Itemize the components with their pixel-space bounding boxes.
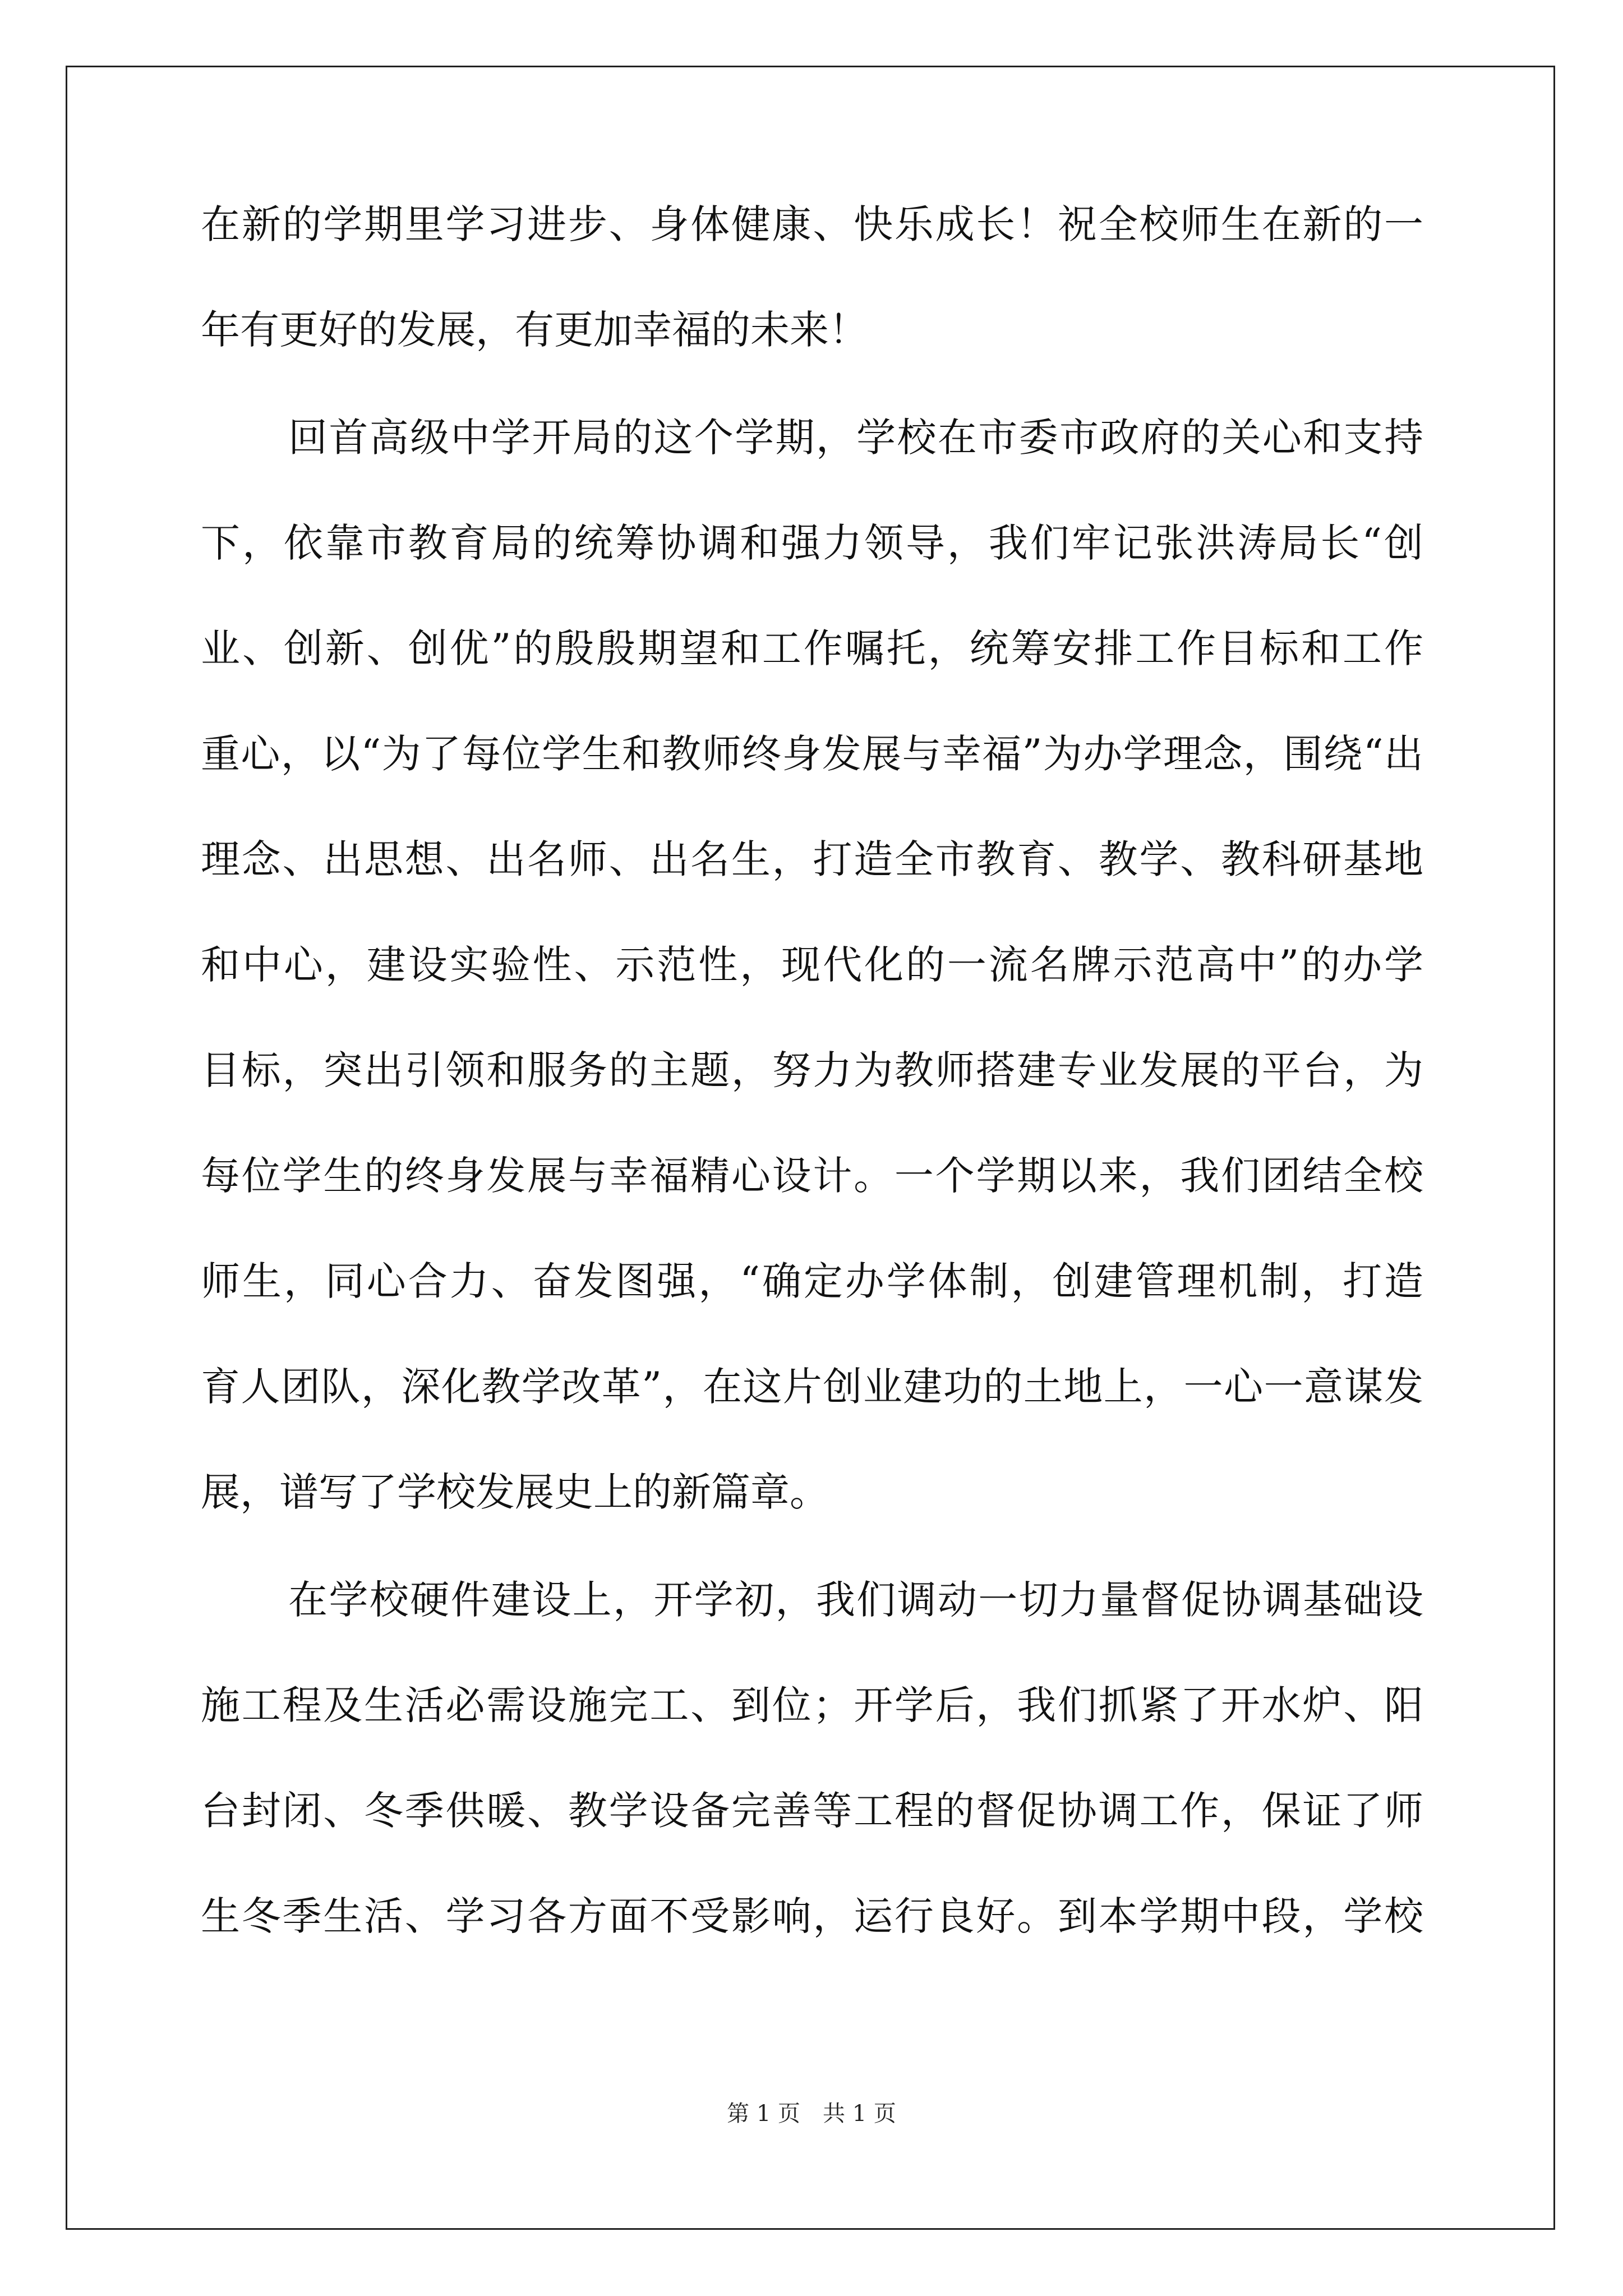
text-line: 下，依靠市教育局的统筹协调和强力领导，我们牢记张洪涛局长“创 xyxy=(201,520,1423,566)
paragraph-start-line: 在学校硬件建设上，开学初，我们调动一切力量督促协调基础设 xyxy=(288,1577,1423,1623)
text-line: 在新的学期里学习进步、身体健康、快乐成长！祝全校师生在新的一 xyxy=(201,201,1423,247)
text-line: 和中心，建设实验性、示范性，现代化的一流名牌示范高中”的办学 xyxy=(201,942,1423,988)
page-number-footer: 第 1 页 共 1 页 xyxy=(727,2101,896,2127)
text-line: 展，谱写了学校发展史上的新篇章。 xyxy=(201,1469,829,1515)
text-line: 目标，突出引领和服务的主题，努力为教师搭建专业发展的平台，为 xyxy=(201,1047,1423,1093)
text-line: 生冬季生活、学习各方面不受影响，运行良好。到本学期中段，学校 xyxy=(201,1893,1423,1939)
text-line: 每位学生的终身发展与幸福精心设计。一个学期以来，我们团结全校 xyxy=(201,1153,1423,1199)
text-line: 台封闭、冬季供暖、教学设备完善等工程的督促协调工作，保证了师 xyxy=(201,1788,1423,1834)
text-line: 施工程及生活必需设施完工、到位；开学后，我们抓紧了开水炉、阳 xyxy=(201,1682,1423,1728)
text-line: 师生，同心合力、奋发图强，“确定办学体制，创建管理机制，打造 xyxy=(201,1258,1423,1304)
text-line: 业、创新、创优”的殷殷期望和工作嘱托，统筹安排工作目标和工作 xyxy=(201,625,1423,671)
text-line: 重心，以“为了每位学生和教师终身发展与幸福”为办学理念，围绕“出 xyxy=(201,731,1423,777)
paragraph-start-line: 回首高级中学开局的这个学期，学校在市委市政府的关心和支持 xyxy=(288,415,1423,461)
text-line: 年有更好的发展，有更加幸福的未来！ xyxy=(201,307,868,353)
text-line: 育人团队，深化教学改革”，在这片创业建功的土地上，一心一意谋发 xyxy=(201,1364,1423,1410)
text-line: 理念、出思想、出名师、出名生，打造全市教育、教学、教科研基地 xyxy=(201,836,1423,882)
